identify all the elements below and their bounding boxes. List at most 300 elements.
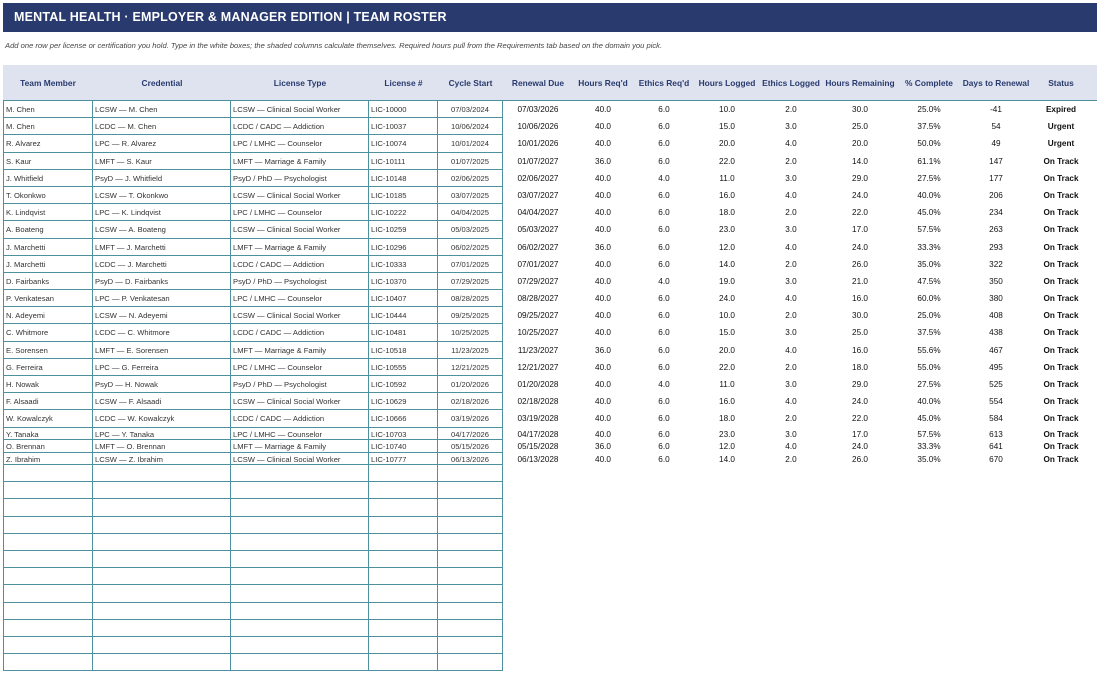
cell-team-member[interactable]: J. Marchetti [3, 256, 93, 273]
cell-credential[interactable] [93, 499, 231, 516]
cell-ethics-logged: 3.0 [785, 429, 797, 439]
cell-renewal-due: 11/23/2027 [517, 345, 559, 355]
cell-license-number[interactable]: LIC-10444 [369, 307, 438, 324]
cell-credential[interactable]: PsyD — H. Nowak [93, 376, 231, 393]
cell-days-to-renewal: 54 [991, 122, 1001, 132]
cell-hours-remaining [823, 620, 897, 637]
cell-percent-complete [897, 568, 961, 585]
cell-ethics-required [633, 551, 695, 568]
cell-credential[interactable]: LCDC — M. Chen [93, 118, 231, 135]
cell-license-type[interactable] [231, 637, 369, 654]
cell-status: On Track [1043, 345, 1079, 355]
cell-license-number[interactable] [369, 603, 438, 620]
cell-credential[interactable]: LPC — P. Venkatesan [93, 290, 231, 307]
cell-hours-required: 40.0 [595, 225, 611, 235]
cell-credential[interactable]: LPC — K. Lindqvist [93, 204, 231, 221]
cell-hours-remaining [823, 517, 897, 534]
cell-hours-remaining: 17.0 [852, 225, 868, 235]
cell-credential[interactable] [93, 585, 231, 602]
cell-team-member[interactable]: J. Marchetti [3, 239, 93, 256]
cell-license-type[interactable]: LMFT — Marriage & Family [231, 342, 369, 359]
instructions-note: Add one row per license or certification you hold. Type in the white boxes; the shaded columns calculate themselves. Required hours pull from the Requirements tab based on the domain you pick. [5, 41, 663, 50]
cell-license-number[interactable]: LIC-10407 [369, 290, 438, 307]
cell-license-number[interactable] [369, 482, 438, 499]
cell-hours-required: 40.0 [595, 429, 611, 439]
cell-ethics-logged [759, 499, 823, 516]
cell-percent-complete: 50.0% [917, 139, 941, 149]
cell-license-type[interactable] [231, 603, 369, 620]
cell-ethics-required: 6.0 [658, 454, 670, 464]
cell-team-member[interactable] [3, 637, 93, 654]
cell-license-type[interactable] [231, 499, 369, 516]
cell-renewal-due [503, 620, 573, 637]
cell-license-type[interactable]: LCSW — Clinical Social Worker [231, 393, 369, 410]
cell-credential[interactable]: LMFT — E. Sorensen [93, 342, 231, 359]
cell-credential[interactable]: LCSW — Z. Ibrahim [93, 453, 231, 466]
cell-ethics-required [633, 620, 695, 637]
cell-team-member[interactable]: F. Alsaadi [3, 393, 93, 410]
cell-team-member[interactable]: H. Nowak [3, 376, 93, 393]
cell-cycle-start[interactable]: 10/25/2025 [438, 324, 503, 341]
cell-ethics-logged: 4.0 [785, 442, 797, 452]
cell-credential[interactable] [93, 482, 231, 499]
cell-days-to-renewal: -41 [990, 105, 1002, 114]
cell-team-member[interactable]: D. Fairbanks [3, 273, 93, 290]
cell-ethics-logged: 2.0 [785, 362, 797, 372]
cell-ethics-required [633, 585, 695, 602]
cell-hours-required: 40.0 [595, 328, 611, 338]
cell-status: On Track [1043, 429, 1079, 439]
cell-credential[interactable] [93, 654, 231, 671]
cell-ethics-logged [759, 568, 823, 585]
cell-hours-required: 40.0 [595, 380, 611, 389]
cell-hours-required: 40.0 [595, 122, 611, 132]
cell-percent-complete [897, 585, 961, 602]
cell-license-type[interactable] [231, 551, 369, 568]
empty-input-row [3, 585, 1097, 602]
cell-license-type[interactable]: LMFT — Marriage & Family [231, 239, 369, 256]
cell-cycle-start[interactable]: 02/18/2026 [438, 393, 503, 410]
cell-ethics-required: 4.0 [658, 276, 670, 286]
cell-license-type[interactable]: LCSW — Clinical Social Worker [231, 221, 369, 238]
cell-hours-required: 40.0 [595, 276, 611, 286]
cell-license-number[interactable] [369, 551, 438, 568]
cell-team-member[interactable]: N. Adeyemi [3, 307, 93, 324]
cell-cycle-start[interactable] [438, 551, 503, 568]
cell-license-number[interactable] [369, 517, 438, 534]
cell-credential[interactable] [93, 465, 231, 482]
cell-renewal-due: 05/03/2027 [517, 225, 559, 235]
cell-percent-complete: 35.0% [917, 454, 941, 464]
cell-team-member[interactable]: O. Brennan [3, 440, 93, 453]
cell-license-type[interactable]: LCSW — Clinical Social Worker [231, 307, 369, 324]
cell-cycle-start[interactable] [438, 465, 503, 482]
cell-team-member[interactable]: S. Kaur [3, 153, 93, 170]
cell-ethics-required: 4.0 [658, 173, 670, 183]
cell-percent-complete [897, 620, 961, 637]
cell-cycle-start[interactable] [438, 517, 503, 534]
cell-cycle-start[interactable]: 04/17/2026 [438, 428, 503, 441]
cell-cycle-start[interactable]: 05/03/2025 [438, 221, 503, 238]
cell-days-to-renewal: 177 [989, 173, 1003, 183]
cell-license-type[interactable]: LCDC / CADC — Addiction [231, 324, 369, 341]
cell-hours-logged: 11.0 [719, 173, 735, 183]
cell-team-member[interactable] [3, 534, 93, 551]
cell-cycle-start[interactable] [438, 654, 503, 671]
cell-ethics-logged [759, 637, 823, 654]
cell-renewal-due: 03/19/2028 [517, 414, 559, 424]
cell-cycle-start[interactable]: 02/06/2025 [438, 170, 503, 187]
cell-license-number[interactable]: LIC-10185 [369, 187, 438, 204]
cell-license-number[interactable] [369, 568, 438, 585]
cell-ethics-required: 6.0 [658, 156, 670, 166]
cell-license-number[interactable] [369, 499, 438, 516]
cell-days-to-renewal: 670 [989, 454, 1003, 464]
cell-license-type[interactable]: LCDC / CADC — Addiction [231, 118, 369, 135]
cell-percent-complete: 61.1% [917, 156, 941, 166]
cell-license-number[interactable]: LIC-10074 [369, 135, 438, 152]
cell-license-number[interactable]: LIC-10370 [369, 273, 438, 290]
cell-cycle-start[interactable]: 10/01/2024 [438, 135, 503, 152]
cell-license-number[interactable]: LIC-10111 [369, 153, 438, 170]
cell-hours-required: 36.0 [595, 442, 611, 452]
cell-credential[interactable]: PsyD — D. Fairbanks [93, 273, 231, 290]
cell-credential[interactable]: LPC — G. Ferreira [93, 359, 231, 376]
cell-ethics-logged [759, 517, 823, 534]
cell-renewal-due: 01/07/2027 [517, 156, 559, 166]
table-row [3, 290, 1097, 307]
cell-hours-remaining: 20.0 [852, 139, 868, 149]
cell-team-member[interactable]: J. Whitfield [3, 170, 93, 187]
cell-ethics-logged [759, 620, 823, 637]
cell-hours-remaining: 26.0 [852, 259, 868, 269]
cell-hours-remaining: 26.0 [852, 454, 868, 464]
cell-cycle-start[interactable]: 07/29/2025 [438, 273, 503, 290]
cell-credential[interactable]: LCSW — F. Alsaadi [93, 393, 231, 410]
empty-input-row [3, 534, 1097, 551]
cell-days-to-renewal: 525 [989, 380, 1003, 389]
cell-percent-complete: 55.0% [917, 362, 941, 372]
cell-hours-logged: 14.0 [719, 259, 735, 269]
cell-credential[interactable] [93, 637, 231, 654]
cell-license-type[interactable]: LCSW — Clinical Social Worker [231, 187, 369, 204]
table-row [3, 256, 1097, 273]
cell-team-member[interactable]: C. Whitmore [3, 324, 93, 341]
cell-cycle-start[interactable] [438, 637, 503, 654]
cell-credential[interactable]: LCDC — W. Kowalczyk [93, 410, 231, 427]
cell-days-to-renewal: 380 [989, 294, 1003, 304]
cell-license-number[interactable] [369, 654, 438, 671]
cell-credential[interactable]: LPC — Y. Tanaka [93, 428, 231, 441]
cell-credential[interactable]: LCSW — T. Okonkwo [93, 187, 231, 204]
cell-ethics-logged: 2.0 [785, 259, 797, 269]
cell-status: On Track [1043, 173, 1079, 183]
table-row [3, 135, 1097, 152]
column-header-team-member: Team Member [20, 77, 76, 88]
cell-license-type[interactable]: PsyD / PhD — Psychologist [231, 376, 369, 393]
sheet-title-bar [3, 3, 1097, 32]
cell-credential[interactable]: LCDC — C. Whitmore [93, 324, 231, 341]
cell-cycle-start[interactable]: 03/19/2026 [438, 410, 503, 427]
cell-hours-logged: 23.0 [719, 225, 735, 235]
cell-license-number[interactable]: LIC-10703 [369, 428, 438, 441]
cell-percent-complete: 45.0% [917, 414, 941, 424]
cell-license-number[interactable]: LIC-10666 [369, 410, 438, 427]
empty-input-row [3, 465, 1097, 482]
cell-credential[interactable] [93, 534, 231, 551]
cell-cycle-start[interactable]: 06/13/2026 [438, 453, 503, 466]
cell-team-member[interactable]: M. Chen [3, 118, 93, 135]
cell-ethics-required: 6.0 [658, 208, 670, 218]
cell-hours-logged: 15.0 [719, 122, 735, 132]
cell-license-number[interactable]: LIC-10259 [369, 221, 438, 238]
cell-license-number[interactable]: LIC-10481 [369, 324, 438, 341]
cell-hours-remaining [823, 482, 897, 499]
cell-team-member[interactable]: W. Kowalczyk [3, 410, 93, 427]
cell-credential[interactable]: LMFT — O. Brennan [93, 440, 231, 453]
cell-license-type[interactable] [231, 620, 369, 637]
cell-percent-complete: 35.0% [917, 259, 941, 269]
table-row [3, 239, 1097, 256]
cell-cycle-start[interactable]: 08/28/2025 [438, 290, 503, 307]
cell-credential[interactable]: LMFT — J. Marchetti [93, 239, 231, 256]
cell-status: Urgent [1047, 139, 1075, 149]
cell-license-number[interactable] [369, 465, 438, 482]
cell-license-number[interactable] [369, 534, 438, 551]
cell-credential[interactable]: PsyD — J. Whitfield [93, 170, 231, 187]
cell-license-type[interactable]: LMFT — Marriage & Family [231, 440, 369, 453]
cell-days-to-renewal [961, 517, 1031, 534]
cell-credential[interactable]: LCSW — M. Chen [93, 101, 231, 118]
cell-status: On Track [1043, 454, 1079, 464]
cell-team-member[interactable] [3, 465, 93, 482]
cell-percent-complete [897, 499, 961, 516]
cell-team-member[interactable]: E. Sorensen [3, 342, 93, 359]
cell-status: On Track [1043, 259, 1079, 269]
cell-cycle-start[interactable]: 07/03/2024 [438, 101, 503, 118]
cell-percent-complete [897, 637, 961, 654]
cell-license-number[interactable]: LIC-10518 [369, 342, 438, 359]
cell-hours-logged [695, 482, 759, 499]
cell-hours-required: 40.0 [595, 362, 611, 372]
cell-cycle-start[interactable] [438, 534, 503, 551]
cell-license-type[interactable] [231, 482, 369, 499]
cell-ethics-required: 6.0 [658, 105, 670, 114]
cell-renewal-due: 02/18/2028 [517, 397, 559, 407]
table-row [3, 273, 1097, 290]
cell-team-member[interactable] [3, 585, 93, 602]
cell-team-member[interactable] [3, 551, 93, 568]
cell-credential[interactable]: LMFT — S. Kaur [93, 153, 231, 170]
sheet-title: MENTAL HEALTH · EMPLOYER & MANAGER EDITION | TEAM ROSTER [14, 10, 447, 24]
cell-license-number[interactable]: LIC-10592 [369, 376, 438, 393]
cell-cycle-start[interactable] [438, 585, 503, 602]
cell-team-member[interactable] [3, 482, 93, 499]
cell-cycle-start[interactable]: 06/02/2025 [438, 239, 503, 256]
cell-days-to-renewal: 584 [989, 414, 1003, 424]
cell-license-number[interactable]: LIC-10777 [369, 453, 438, 466]
cell-renewal-due [503, 654, 573, 671]
cell-cycle-start[interactable]: 12/21/2025 [438, 359, 503, 376]
cell-cycle-start[interactable]: 01/20/2026 [438, 376, 503, 393]
cell-license-number[interactable]: LIC-10555 [369, 359, 438, 376]
cell-status: On Track [1043, 294, 1079, 304]
cell-credential[interactable] [93, 568, 231, 585]
cell-license-number[interactable]: LIC-10000 [369, 101, 438, 118]
cell-license-type[interactable] [231, 568, 369, 585]
cell-cycle-start[interactable] [438, 620, 503, 637]
cell-team-member[interactable]: Y. Tanaka [3, 428, 93, 441]
cell-cycle-start[interactable]: 10/06/2024 [438, 118, 503, 135]
cell-cycle-start[interactable] [438, 482, 503, 499]
cell-license-type[interactable]: LCSW — Clinical Social Worker [231, 453, 369, 466]
cell-ethics-logged: 3.0 [785, 225, 797, 235]
table-row [3, 453, 1097, 466]
cell-team-member[interactable] [3, 499, 93, 516]
cell-license-number[interactable]: LIC-10296 [369, 239, 438, 256]
cell-license-type[interactable]: PsyD / PhD — Psychologist [231, 273, 369, 290]
cell-credential[interactable] [93, 517, 231, 534]
cell-license-number[interactable]: LIC-10222 [369, 204, 438, 221]
cell-hours-remaining: 29.0 [852, 380, 868, 389]
cell-license-number[interactable] [369, 620, 438, 637]
empty-input-row [3, 551, 1097, 568]
cell-hours-logged: 20.0 [719, 139, 735, 149]
cell-hours-logged: 10.0 [719, 105, 735, 114]
cell-team-member[interactable]: M. Chen [3, 101, 93, 118]
cell-credential[interactable] [93, 620, 231, 637]
cell-renewal-due [503, 585, 573, 602]
cell-license-number[interactable]: LIC-10333 [369, 256, 438, 273]
cell-days-to-renewal: 147 [989, 156, 1003, 166]
cell-credential[interactable]: LCDC — J. Marchetti [93, 256, 231, 273]
empty-input-row [3, 517, 1097, 534]
cell-ethics-logged: 4.0 [785, 397, 797, 407]
cell-percent-complete: 57.5% [917, 429, 941, 439]
cell-days-to-renewal: 322 [989, 259, 1003, 269]
cell-ethics-required: 6.0 [658, 345, 670, 355]
cell-hours-remaining: 22.0 [852, 208, 868, 218]
cell-ethics-required: 6.0 [658, 429, 670, 439]
cell-cycle-start[interactable]: 04/04/2025 [438, 204, 503, 221]
cell-cycle-start[interactable] [438, 499, 503, 516]
cell-cycle-start[interactable]: 11/23/2025 [438, 342, 503, 359]
cell-days-to-renewal [961, 654, 1031, 671]
cell-days-to-renewal: 613 [989, 429, 1003, 439]
cell-credential[interactable]: LCSW — A. Boateng [93, 221, 231, 238]
cell-cycle-start[interactable]: 09/25/2025 [438, 307, 503, 324]
cell-license-number[interactable] [369, 637, 438, 654]
cell-ethics-required: 6.0 [658, 442, 670, 452]
cell-license-type[interactable] [231, 517, 369, 534]
cell-status [1031, 465, 1091, 482]
cell-license-type[interactable]: LMFT — Marriage & Family [231, 153, 369, 170]
cell-license-number[interactable] [369, 585, 438, 602]
cell-cycle-start[interactable]: 03/07/2025 [438, 187, 503, 204]
cell-hours-required: 36.0 [595, 345, 611, 355]
cell-hours-logged [695, 620, 759, 637]
cell-renewal-due: 12/21/2027 [517, 362, 559, 372]
cell-ethics-logged [759, 465, 823, 482]
cell-ethics-required: 6.0 [658, 311, 670, 321]
cell-cycle-start[interactable]: 01/07/2025 [438, 153, 503, 170]
cell-team-member[interactable] [3, 620, 93, 637]
cell-ethics-required [633, 517, 695, 534]
cell-credential[interactable] [93, 551, 231, 568]
cell-team-member[interactable]: A. Boateng [3, 221, 93, 238]
cell-team-member[interactable] [3, 568, 93, 585]
cell-license-type[interactable]: LCDC / CADC — Addiction [231, 256, 369, 273]
cell-days-to-renewal: 350 [989, 276, 1003, 286]
cell-hours-required: 40.0 [595, 454, 611, 464]
cell-credential[interactable]: LPC — R. Alvarez [93, 135, 231, 152]
column-header-ethics-logged: Ethics Logged [762, 77, 820, 88]
cell-license-type[interactable]: LPC / LMHC — Counselor [231, 359, 369, 376]
cell-ethics-required: 6.0 [658, 362, 670, 372]
cell-team-member[interactable]: G. Ferreira [3, 359, 93, 376]
cell-license-number[interactable]: LIC-10037 [369, 118, 438, 135]
cell-status: On Track [1043, 225, 1079, 235]
cell-team-member[interactable]: T. Okonkwo [3, 187, 93, 204]
cell-license-type[interactable]: LPC / LMHC — Counselor [231, 428, 369, 441]
cell-cycle-start[interactable]: 05/15/2026 [438, 440, 503, 453]
cell-hours-logged: 15.0 [719, 328, 735, 338]
cell-hours-remaining: 30.0 [852, 105, 868, 114]
cell-license-type[interactable] [231, 534, 369, 551]
cell-license-number[interactable]: LIC-10740 [369, 440, 438, 453]
cell-cycle-start[interactable] [438, 603, 503, 620]
cell-license-type[interactable]: PsyD / PhD — Psychologist [231, 170, 369, 187]
cell-cycle-start[interactable]: 07/01/2025 [438, 256, 503, 273]
cell-license-type[interactable]: LPC / LMHC — Counselor [231, 290, 369, 307]
cell-hours-logged [695, 551, 759, 568]
cell-ethics-required: 6.0 [658, 328, 670, 338]
cell-license-type[interactable]: LCSW — Clinical Social Worker [231, 101, 369, 118]
table-row [3, 153, 1097, 170]
cell-days-to-renewal [961, 620, 1031, 637]
cell-license-number[interactable]: LIC-10148 [369, 170, 438, 187]
cell-team-member[interactable] [3, 603, 93, 620]
cell-license-type[interactable] [231, 654, 369, 671]
cell-team-member[interactable]: R. Alvarez [3, 135, 93, 152]
cell-team-member[interactable]: Z. Ibrahim [3, 453, 93, 466]
cell-license-type[interactable] [231, 465, 369, 482]
cell-license-type[interactable]: LCDC / CADC — Addiction [231, 410, 369, 427]
cell-team-member[interactable]: P. Venkatesan [3, 290, 93, 307]
cell-license-number[interactable]: LIC-10629 [369, 393, 438, 410]
cell-team-member[interactable]: K. Lindqvist [3, 204, 93, 221]
cell-hours-remaining [823, 637, 897, 654]
cell-license-type[interactable] [231, 585, 369, 602]
cell-credential[interactable] [93, 603, 231, 620]
cell-hours-logged [695, 654, 759, 671]
cell-ethics-required: 6.0 [658, 122, 670, 132]
cell-cycle-start[interactable] [438, 568, 503, 585]
cell-team-member[interactable] [3, 654, 93, 671]
cell-hours-logged [695, 603, 759, 620]
table-row [3, 342, 1097, 359]
cell-renewal-due: 10/01/2026 [517, 139, 559, 149]
cell-team-member[interactable] [3, 517, 93, 534]
cell-hours-required [573, 482, 633, 499]
cell-license-type[interactable]: LPC / LMHC — Counselor [231, 204, 369, 221]
cell-ethics-logged: 2.0 [785, 208, 797, 218]
cell-license-type[interactable]: LPC / LMHC — Counselor [231, 135, 369, 152]
cell-status: On Track [1043, 190, 1079, 200]
cell-hours-remaining: 22.0 [852, 414, 868, 424]
empty-input-row [3, 603, 1097, 620]
cell-credential[interactable]: LCSW — N. Adeyemi [93, 307, 231, 324]
